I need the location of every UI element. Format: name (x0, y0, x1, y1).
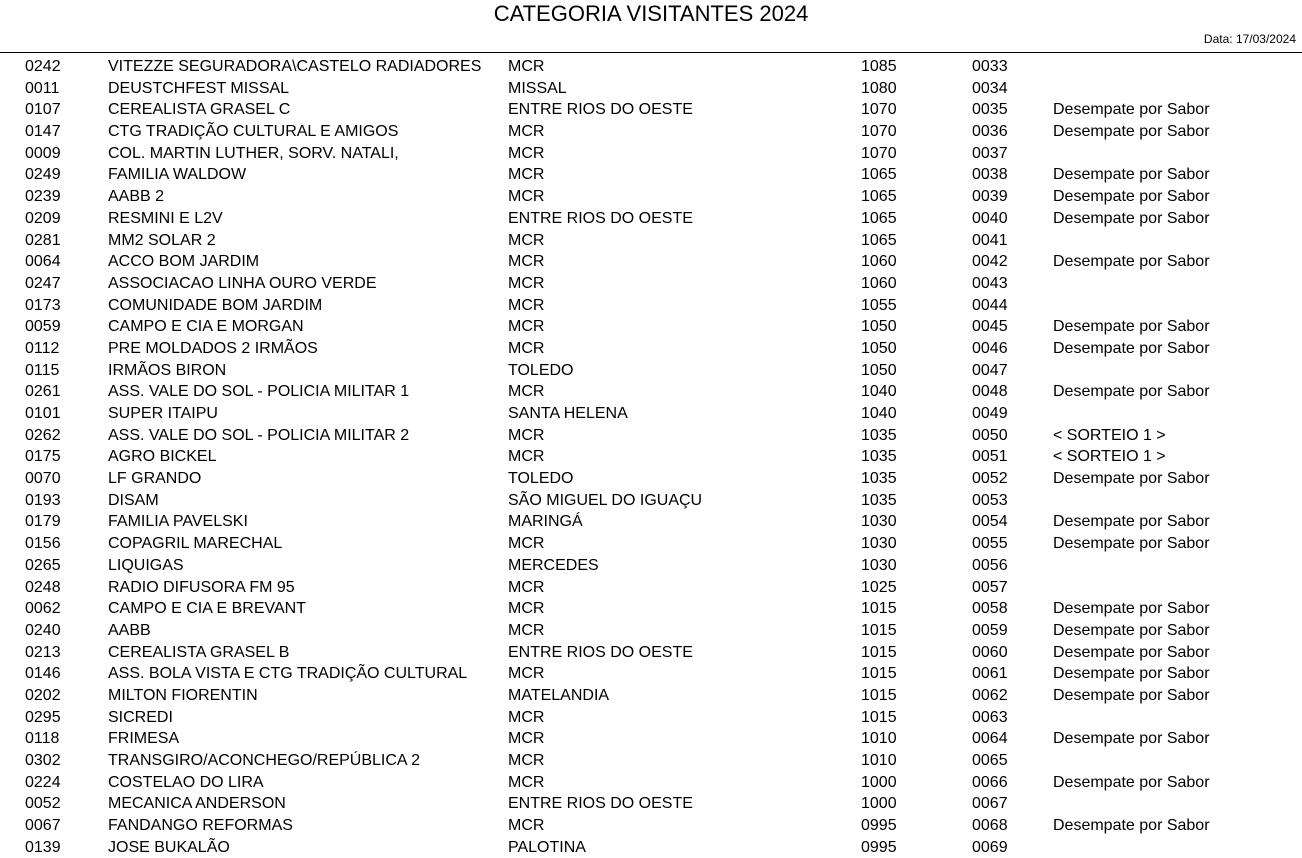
entry-code: 0147 (25, 123, 61, 141)
entry-note: Desempate por Sabor (1053, 773, 1210, 791)
entry-points: 1035 (861, 491, 897, 509)
table-row (0, 511, 1302, 533)
entry-name: FAMILIA WALDOW (108, 166, 247, 184)
entry-city: MCR (508, 448, 545, 466)
entry-code: 0242 (25, 58, 61, 75)
table-row (0, 815, 1302, 837)
entry-code: 0064 (25, 253, 61, 271)
entry-points: 1055 (861, 296, 897, 314)
entry-position: 0043 (972, 274, 1008, 292)
entry-position: 0046 (972, 339, 1008, 357)
entry-note: < SORTEIO 1 > (1053, 448, 1166, 466)
entry-name: FRIMESA (108, 730, 180, 748)
entry-points: 1035 (861, 448, 897, 466)
entry-city: MCR (508, 708, 545, 726)
entry-note: Desempate por Sabor (1053, 383, 1210, 401)
entry-position: 0041 (972, 231, 1008, 249)
entry-code: 0224 (25, 773, 61, 791)
table-row (0, 577, 1302, 599)
entry-note: Desempate por Sabor (1053, 513, 1210, 531)
table-row (0, 772, 1302, 794)
entry-note: Desempate por Sabor (1053, 621, 1210, 639)
entry-name: MECANICA ANDERSON (108, 795, 286, 813)
entry-points: 1085 (861, 58, 897, 75)
entry-code: 0118 (25, 730, 60, 748)
entry-city: MCR (508, 730, 545, 748)
entry-name: LIQUIGAS (108, 556, 184, 574)
entry-position: 0039 (972, 188, 1008, 206)
entry-city: TOLEDO (508, 470, 574, 488)
entry-points: 1040 (861, 383, 897, 401)
entry-position: 0042 (972, 253, 1008, 271)
entry-city: SÃO MIGUEL DO IGUAÇU (508, 491, 703, 509)
entry-points: 1015 (861, 708, 897, 726)
entry-position: 0062 (972, 686, 1008, 704)
entry-city: MCR (508, 253, 545, 271)
entry-code: 0193 (25, 491, 61, 509)
entry-note: Desempate por Sabor (1053, 318, 1210, 336)
entry-position: 0055 (972, 535, 1008, 553)
entry-code: 0240 (25, 621, 61, 639)
table-row (0, 295, 1302, 317)
entry-city: ENTRE RIOS DO OESTE (508, 209, 693, 227)
entry-code: 0139 (25, 838, 61, 856)
entry-name: ASSOCIACAO LINHA OURO VERDE (108, 274, 377, 292)
entry-code: 0262 (25, 426, 61, 444)
entry-position: 0040 (972, 209, 1008, 227)
entry-position: 0060 (972, 643, 1008, 661)
table-row (0, 360, 1302, 382)
entry-city: MCR (508, 188, 545, 206)
entry-points: 1060 (861, 274, 897, 292)
entry-code: 0101 (25, 405, 61, 422)
entry-code: 0107 (25, 101, 61, 119)
table-row (0, 446, 1302, 468)
entry-note: Desempate por Sabor (1053, 123, 1210, 141)
entry-position: 0054 (972, 513, 1008, 531)
entry-code: 0067 (25, 817, 61, 835)
entry-note: Desempate por Sabor (1053, 253, 1210, 271)
entry-city: MCR (508, 339, 545, 357)
table-row (0, 533, 1302, 555)
entry-name: CEREALISTA GRASEL C (108, 101, 291, 119)
entry-points: 1015 (861, 665, 897, 683)
entry-city: MCR (508, 621, 545, 639)
entry-name: IRMÃOS BIRON (108, 361, 227, 379)
table-row (0, 186, 1302, 208)
entry-code: 0213 (25, 643, 61, 661)
entry-name: TRANSGIRO/ACONCHEGO/REPÚBLICA 2 (108, 752, 421, 769)
entry-points: 1050 (861, 361, 897, 379)
entry-points: 1035 (861, 426, 897, 444)
entry-name: ASS. VALE DO SOL - POLICIA MILITAR 1 (108, 383, 410, 401)
entry-points: 1070 (861, 144, 897, 162)
table-row (0, 164, 1302, 186)
entry-name: ASS. VALE DO SOL - POLICIA MILITAR 2 (108, 426, 410, 444)
table-row (0, 273, 1302, 295)
entry-position: 0067 (972, 795, 1008, 813)
entry-note: Desempate por Sabor (1053, 209, 1210, 227)
entry-position: 0066 (972, 773, 1008, 791)
entry-code: 0295 (25, 708, 61, 726)
table-row (0, 555, 1302, 577)
table-row (0, 403, 1302, 425)
entry-position: 0061 (972, 665, 1008, 683)
entry-city: MARINGÁ (508, 513, 583, 531)
entry-position: 0063 (972, 708, 1008, 726)
table-row (0, 707, 1302, 729)
entry-points: 1030 (861, 513, 897, 531)
entry-name: FAMILIA PAVELSKI (108, 513, 248, 531)
entry-points: 1030 (861, 556, 897, 574)
entry-position: 0044 (972, 296, 1008, 314)
entry-name: SUPER ITAIPU (108, 405, 218, 422)
entry-code: 0070 (25, 470, 61, 488)
entry-name: MILTON FIORENTIN (108, 686, 258, 704)
entry-city: MCR (508, 817, 545, 835)
table-row (0, 230, 1302, 252)
table-row (0, 143, 1302, 165)
entry-position: 0068 (972, 817, 1008, 835)
entry-note: Desempate por Sabor (1053, 101, 1210, 119)
entry-points: 1065 (861, 231, 897, 249)
entry-code: 0281 (25, 231, 61, 249)
table-row (0, 425, 1302, 447)
entry-name: ASS. BOLA VISTA E CTG TRADIÇÃO CULTURAL (108, 665, 468, 683)
entry-points: 1050 (861, 318, 897, 336)
entry-code: 0302 (25, 752, 61, 769)
entry-note: Desempate por Sabor (1053, 600, 1210, 618)
table-row (0, 490, 1302, 512)
entry-position: 0059 (972, 621, 1008, 639)
entry-position: 0052 (972, 470, 1008, 488)
entry-name: CEREALISTA GRASEL B (108, 643, 290, 661)
entry-position: 0045 (972, 318, 1008, 336)
entry-city: PALOTINA (508, 838, 586, 856)
table-row (0, 316, 1302, 338)
table-row (0, 468, 1302, 490)
table-row (0, 208, 1302, 230)
entry-city: MCR (508, 58, 545, 75)
entry-name: VITEZZE SEGURADORA\CASTELO RADIADORES (108, 58, 482, 75)
header-divider (0, 52, 1302, 53)
entry-position: 0034 (972, 79, 1008, 97)
entry-city: MCR (508, 752, 545, 769)
entry-code: 0179 (25, 513, 61, 531)
entry-city: MCR (508, 578, 545, 596)
entry-name: AABB 2 (108, 188, 165, 206)
entry-code: 0261 (25, 383, 61, 401)
entry-city: MCR (508, 166, 545, 184)
entry-name: JOSE BUKALÃO (108, 838, 230, 856)
entry-points: 1015 (861, 621, 897, 639)
entry-name: AGRO BICKEL (108, 448, 217, 466)
entry-city: SANTA HELENA (508, 405, 628, 422)
entry-name: AABB (108, 621, 151, 639)
entry-city: MCR (508, 383, 545, 401)
page-title: CATEGORIA VISITANTES 2024 (493, 1, 809, 26)
entry-position: 0033 (972, 58, 1008, 75)
entry-note: Desempate por Sabor (1053, 470, 1210, 488)
entry-points: 1025 (861, 578, 897, 596)
entry-city: MISSAL (508, 79, 567, 97)
entry-points: 1065 (861, 166, 897, 184)
table-row (0, 338, 1302, 360)
entry-code: 0248 (25, 578, 61, 596)
entry-city: MCR (508, 296, 545, 314)
entry-name: CTG TRADIÇÃO CULTURAL E AMIGOS (108, 123, 399, 141)
entry-note: < SORTEIO 1 > (1053, 426, 1166, 444)
entry-city: MCR (508, 773, 545, 791)
entry-points: 1000 (861, 773, 897, 791)
table-row (0, 793, 1302, 815)
entry-city: ENTRE RIOS DO OESTE (508, 643, 693, 661)
entry-position: 0053 (972, 491, 1008, 509)
entry-position: 0056 (972, 556, 1008, 574)
entry-note: Desempate por Sabor (1053, 339, 1210, 357)
entry-city: MATELANDIA (508, 686, 610, 704)
entry-position: 0036 (972, 123, 1008, 141)
entry-points: 1015 (861, 643, 897, 661)
entry-note: Desempate por Sabor (1053, 665, 1210, 683)
entry-note: Desempate por Sabor (1053, 166, 1210, 184)
entry-note: Desempate por Sabor (1053, 730, 1210, 748)
report-date: Data: 17/03/2024 (1203, 32, 1296, 46)
entry-city: MERCEDES (508, 556, 599, 574)
entry-name: FANDANGO REFORMAS (108, 817, 293, 835)
entry-position: 0065 (972, 752, 1008, 769)
entry-city: MCR (508, 231, 545, 249)
table-row (0, 620, 1302, 642)
entry-name: PRE MOLDADOS 2 IRMÃOS (108, 339, 318, 357)
entry-points: 1050 (861, 339, 897, 357)
table-row (0, 99, 1302, 121)
entry-code: 0239 (25, 188, 61, 206)
entry-city: MCR (508, 535, 545, 553)
entry-code: 0173 (25, 296, 61, 314)
entry-code: 0115 (25, 361, 60, 379)
entry-name: RADIO DIFUSORA FM 95 (108, 578, 295, 596)
entry-name: CAMPO E CIA E BREVANT (108, 600, 306, 618)
entry-points: 1035 (861, 470, 897, 488)
entry-code: 0112 (25, 339, 60, 357)
entry-code: 0175 (25, 448, 61, 466)
entry-points: 1080 (861, 79, 897, 97)
entry-position: 0048 (972, 383, 1008, 401)
entry-code: 0209 (25, 209, 61, 227)
entry-points: 1065 (861, 188, 897, 206)
table-row (0, 78, 1302, 100)
entry-city: MCR (508, 274, 545, 292)
entry-name: DEUSTCHFEST MISSAL (108, 79, 290, 97)
entry-position: 0047 (972, 361, 1008, 379)
table-row (0, 663, 1302, 685)
entry-code: 0059 (25, 318, 61, 336)
table-row (0, 750, 1302, 772)
entry-points: 1040 (861, 405, 897, 422)
entry-code: 0146 (25, 665, 61, 683)
entry-name: DISAM (108, 491, 159, 509)
table-row (0, 121, 1302, 143)
entry-name: MM2 SOLAR 2 (108, 231, 216, 249)
entry-note: Desempate por Sabor (1053, 643, 1210, 661)
entry-position: 0049 (972, 405, 1008, 422)
entry-position: 0035 (972, 101, 1008, 119)
table-row (0, 251, 1302, 273)
entry-city: ENTRE RIOS DO OESTE (508, 795, 693, 813)
entry-points: 1065 (861, 209, 897, 227)
entry-position: 0037 (972, 144, 1008, 162)
entry-points: 1015 (861, 600, 897, 618)
entry-position: 0050 (972, 426, 1008, 444)
table-row (0, 56, 1302, 78)
entry-city: MCR (508, 600, 545, 618)
entry-note: Desempate por Sabor (1053, 686, 1210, 704)
entry-position: 0069 (972, 838, 1008, 856)
entry-name: SICREDI (108, 708, 173, 726)
entry-points: 0995 (861, 838, 897, 856)
entry-name: LF GRANDO (108, 470, 202, 488)
entry-city: MCR (508, 318, 545, 336)
entry-name: COSTELAO DO LIRA (108, 773, 264, 791)
entry-points: 1000 (861, 795, 897, 813)
entry-code: 0011 (25, 79, 60, 97)
entry-points: 1070 (861, 123, 897, 141)
entry-position: 0051 (972, 448, 1008, 466)
entry-points: 0995 (861, 817, 897, 835)
entry-points: 1060 (861, 253, 897, 271)
table-row (0, 642, 1302, 664)
table-row (0, 598, 1302, 620)
entry-city: MCR (508, 665, 545, 683)
entry-code: 0202 (25, 686, 61, 704)
entry-points: 1010 (861, 730, 897, 748)
entry-points: 1015 (861, 686, 897, 704)
entry-city: TOLEDO (508, 361, 574, 379)
entry-name: COL. MARTIN LUTHER, SORV. NATALI, (108, 144, 399, 162)
entry-points: 1070 (861, 101, 897, 119)
entry-city: MCR (508, 123, 545, 141)
table-row (0, 728, 1302, 750)
entry-code: 0265 (25, 556, 61, 574)
entry-code: 0009 (25, 144, 61, 162)
entry-city: MCR (508, 426, 545, 444)
entry-name: RESMINI E L2V (108, 209, 223, 227)
entry-code: 0052 (25, 795, 61, 813)
table-row (0, 381, 1302, 403)
entry-code: 0247 (25, 274, 61, 292)
entry-code: 0156 (25, 535, 61, 553)
entry-note: Desempate por Sabor (1053, 535, 1210, 553)
table-row (0, 685, 1302, 707)
entry-position: 0058 (972, 600, 1008, 618)
entry-code: 0062 (25, 600, 61, 618)
results-list (0, 56, 1302, 858)
entry-name: CAMPO E CIA E MORGAN (108, 318, 304, 336)
entry-note: Desempate por Sabor (1053, 817, 1210, 835)
table-row (0, 837, 1302, 858)
entry-position: 0064 (972, 730, 1008, 748)
entry-note: Desempate por Sabor (1053, 188, 1210, 206)
entry-name: COMUNIDADE BOM JARDIM (108, 296, 323, 314)
entry-points: 1010 (861, 752, 897, 769)
entry-position: 0057 (972, 578, 1008, 596)
entry-city: MCR (508, 144, 545, 162)
entry-code: 0249 (25, 166, 61, 184)
entry-position: 0038 (972, 166, 1008, 184)
entry-name: ACCO BOM JARDIM (108, 253, 260, 271)
entry-city: ENTRE RIOS DO OESTE (508, 101, 693, 119)
entry-name: COPAGRIL MARECHAL (108, 535, 283, 553)
entry-points: 1030 (861, 535, 897, 553)
